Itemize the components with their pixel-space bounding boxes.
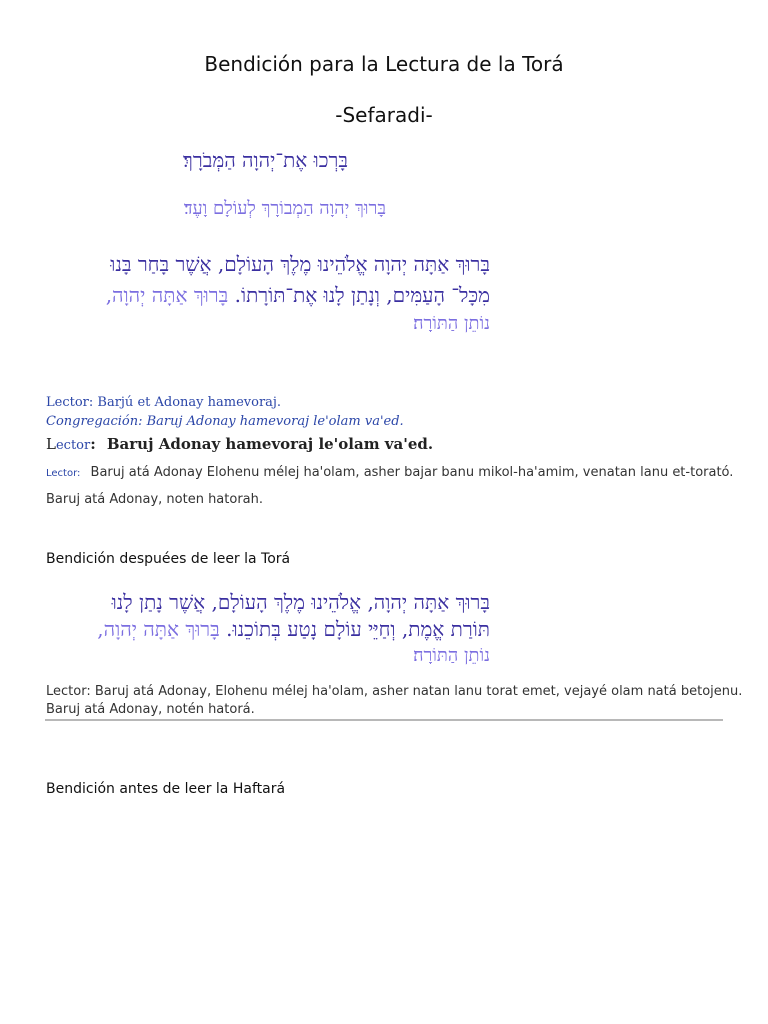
lector-paragraph-1 bbox=[46, 462, 746, 484]
lector2-text: Baruj Adonay hamevoraj le'olam va'ed. bbox=[106, 435, 434, 453]
divider bbox=[45, 719, 723, 721]
lector2-colon: : bbox=[90, 435, 96, 453]
lector3-text2: Baruj atá Adonay, noten hatorah. bbox=[46, 492, 264, 507]
page-subtitle: -Sefaradi- bbox=[335, 103, 433, 127]
hebrew-barju: בָּרְכוּ אֶת־יְהוָה הַמְּבֹרָךְ׃ bbox=[183, 148, 348, 172]
lector3-label: Lector: bbox=[46, 468, 81, 479]
hebrew-after-line2-dark: תּוֹרַת אֱמֶת, וְחַיֵּי עוֹלָם נָטַע בְּתוֹכֵנוּ. bbox=[226, 617, 490, 641]
heading-haftara: Bendición antes de leer la Haftará bbox=[46, 781, 286, 797]
hebrew-blessing-line1: בָּרוּךְ אַתָּה יְהוָה אֱלֹהֵינוּ מֶלֶךְ הָעוֹלָם, אֲשֶׁר בָּחַר בָּנוּ bbox=[110, 252, 490, 276]
lector2-label-l: L bbox=[46, 435, 56, 453]
hebrew-blessing-line2 bbox=[106, 283, 490, 308]
hebrew-after-line2 bbox=[97, 617, 490, 642]
heading-after-torah: Bendición despuées de leer la Torá bbox=[46, 551, 291, 567]
page-title: Bendición para la Lectura de la Torá bbox=[204, 52, 564, 76]
hebrew-after-line2-light: בָּרוּךְ אַתָּה יְהוָה, bbox=[97, 617, 220, 641]
hebrew-blessing-line2-dark: מִכָּל־ הָעַמִּים, וְנָתַן לָנוּ אֶת־תּוֹרָתוֹ. bbox=[234, 283, 490, 307]
hebrew-baruj-response: בָּרוּךְ יְהוָה הַמְבוֹרָךְ לְעוֹלָם וָעֶד׃ bbox=[183, 198, 386, 219]
lector2-label-rest: ector bbox=[55, 438, 91, 453]
hebrew-blessing-line3: נוֹתֵן הַתּוֹרָה׃ bbox=[413, 313, 490, 334]
hebrew-blessing-line2-light: בָּרוּךְ אַתָּה יְהוָה, bbox=[105, 283, 229, 307]
lector4-line2: Baruj atá Adonay, notén hatorá. bbox=[46, 702, 255, 717]
lector4-line1: Lector: Baruj atá Adonay, Elohenu mélej ha'olam, asher natan lanu torat emet, vejayé olam natá betojenu. bbox=[46, 684, 743, 699]
congregacion-line: Congregación: Baruj Adonay hamevoraj le'olam va'ed. bbox=[46, 414, 404, 429]
hebrew-after-line3: נוֹתֵן הַתּוֹרָה׃ bbox=[413, 645, 490, 666]
lector-line-2 bbox=[46, 434, 433, 453]
hebrew-after-line1: בָּרוּךְ אַתָּה יְהוָה, אֱלֹהֵינוּ מֶלֶךְ הָעוֹלָם, אֲשֶׁר נָתַן לָנוּ bbox=[111, 590, 490, 614]
lector-line-1: Lector: Barjú et Adonay hamevoraj. bbox=[46, 395, 282, 410]
lector3-text: Baruj atá Adonay Elohenu mélej ha'olam, asher bajar banu mikol-ha'amim, venatan lanu et-torató. bbox=[90, 465, 734, 480]
